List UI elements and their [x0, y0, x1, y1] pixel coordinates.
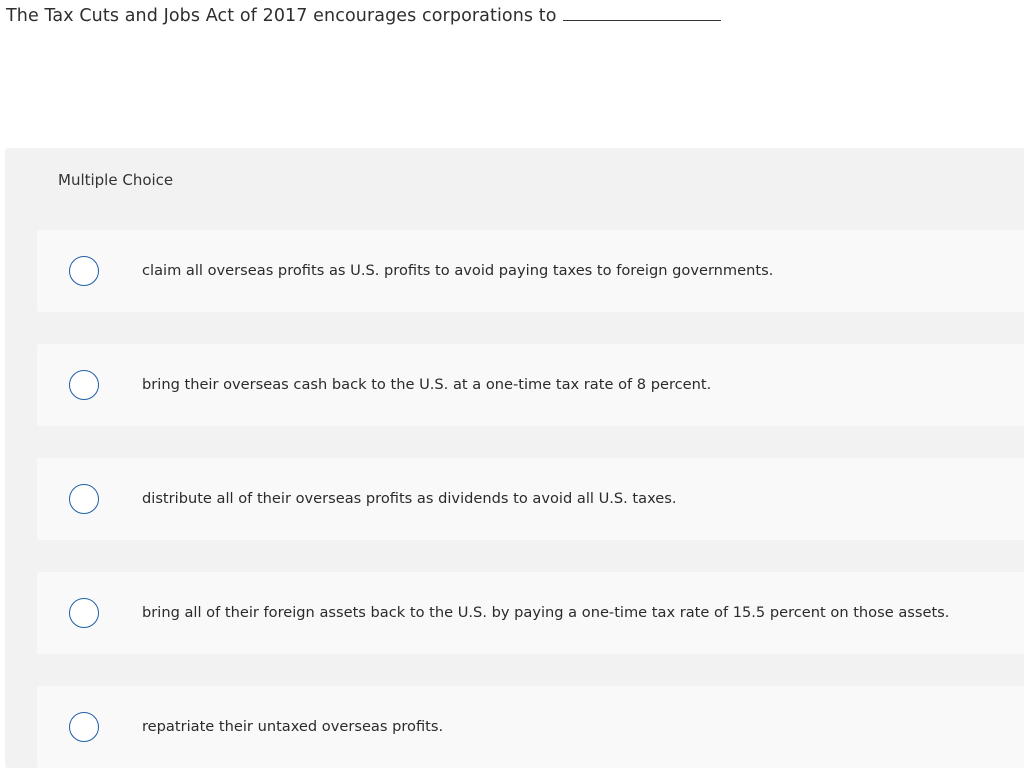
radio-button-icon[interactable]	[69, 484, 99, 514]
answer-blank	[563, 6, 721, 21]
choice-option-4[interactable]	[37, 572, 1024, 654]
multiple-choice-panel	[5, 148, 1024, 768]
choice-option-3[interactable]	[37, 458, 1024, 540]
choice-label: claim all overseas profits as U.S. profits to avoid paying taxes to foreign governments.	[142, 262, 774, 279]
radio-button-icon[interactable]	[69, 370, 99, 400]
choice-label: distribute all of their overseas profits as dividends to avoid all U.S. taxes.	[142, 490, 677, 507]
question-prompt	[6, 6, 721, 26]
choice-label: bring their overseas cash back to the U.S. at a one-time tax rate of 8 percent.	[142, 376, 712, 393]
choice-option-2[interactable]	[37, 344, 1024, 426]
panel-header: Multiple Choice	[58, 171, 174, 189]
choice-label: bring all of their foreign assets back to the U.S. by paying a one-time tax rate of 15.5 percent on those assets.	[142, 604, 950, 621]
question-text: The Tax Cuts and Jobs Act of 2017 encourages corporations to	[6, 6, 557, 26]
choice-option-1[interactable]	[37, 230, 1024, 312]
radio-button-icon[interactable]	[69, 598, 99, 628]
radio-button-icon[interactable]	[69, 712, 99, 742]
radio-button-icon[interactable]	[69, 256, 99, 286]
choice-label: repatriate their untaxed overseas profits.	[142, 718, 444, 735]
choice-option-5[interactable]	[37, 686, 1024, 768]
